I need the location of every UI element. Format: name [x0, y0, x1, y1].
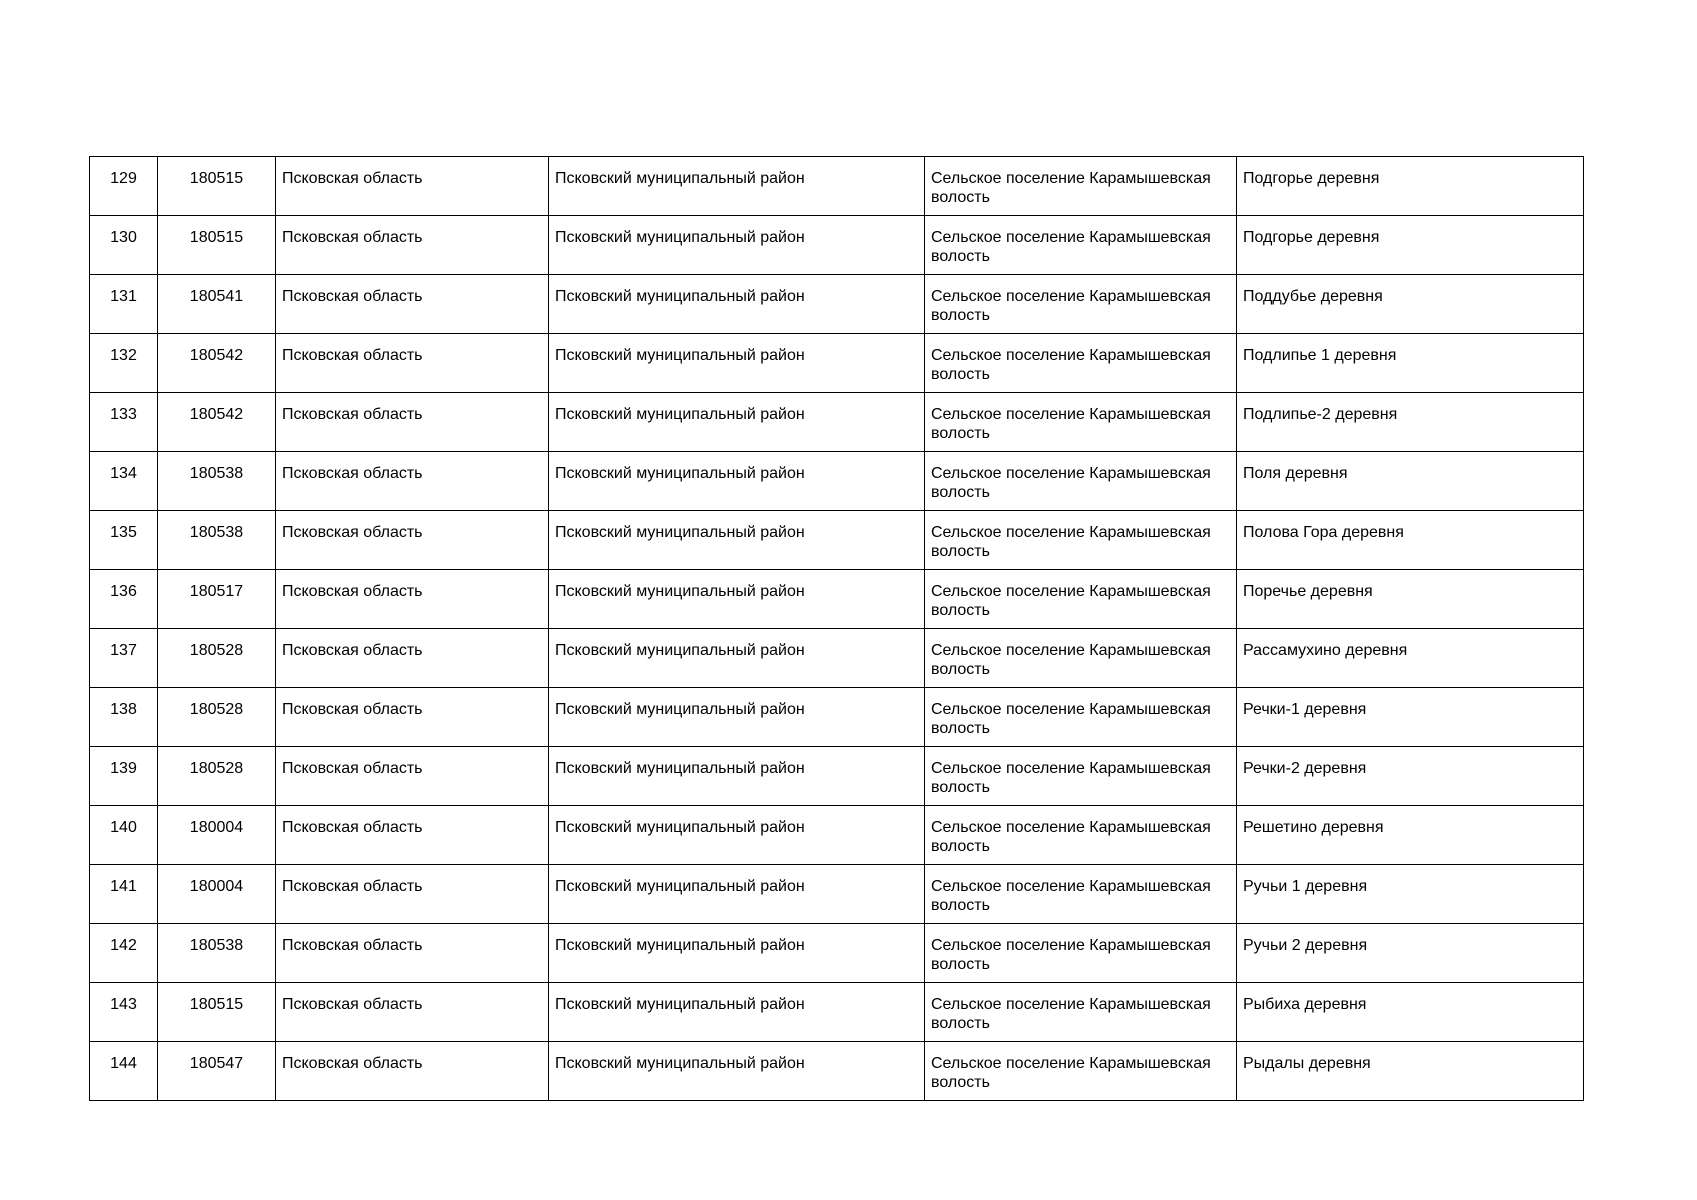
locality-cell: Рыдалы деревня — [1237, 1042, 1584, 1101]
table-row — [90, 806, 1584, 865]
postal-code-cell: 180528 — [158, 629, 276, 688]
row-number-cell: 137 — [90, 629, 158, 688]
locality-cell: Полова Гора деревня — [1237, 511, 1584, 570]
table-row — [90, 511, 1584, 570]
region-cell: Псковская область — [276, 511, 549, 570]
district-cell: Псковский муниципальный район — [549, 747, 925, 806]
postal-code-cell: 180547 — [158, 1042, 276, 1101]
settlement-cell: Сельское поселение Карамышевская волость — [925, 747, 1237, 806]
table-row — [90, 570, 1584, 629]
settlement-cell: Сельское поселение Карамышевская волость — [925, 511, 1237, 570]
region-cell: Псковская область — [276, 570, 549, 629]
settlement-cell: Сельское поселение Карамышевская волость — [925, 393, 1237, 452]
settlement-cell: Сельское поселение Карамышевская волость — [925, 924, 1237, 983]
settlement-cell: Сельское поселение Карамышевская волость — [925, 1042, 1237, 1101]
region-cell: Псковская область — [276, 275, 549, 334]
table-row — [90, 983, 1584, 1042]
locality-cell: Решетино деревня — [1237, 806, 1584, 865]
district-cell: Псковский муниципальный район — [549, 157, 925, 216]
postal-code-cell: 180515 — [158, 157, 276, 216]
region-cell: Псковская область — [276, 216, 549, 275]
postal-code-cell: 180004 — [158, 806, 276, 865]
district-cell: Псковский муниципальный район — [549, 275, 925, 334]
district-cell: Псковский муниципальный район — [549, 570, 925, 629]
district-cell: Псковский муниципальный район — [549, 334, 925, 393]
region-cell: Псковская область — [276, 983, 549, 1042]
table-row — [90, 1042, 1584, 1101]
row-number-cell: 139 — [90, 747, 158, 806]
row-number-cell: 133 — [90, 393, 158, 452]
postal-code-cell: 180542 — [158, 334, 276, 393]
row-number-cell: 136 — [90, 570, 158, 629]
row-number-cell: 129 — [90, 157, 158, 216]
table-body — [90, 157, 1584, 1101]
locality-cell: Подгорье деревня — [1237, 216, 1584, 275]
postal-code-cell: 180538 — [158, 924, 276, 983]
district-cell: Псковский муниципальный район — [549, 924, 925, 983]
settlement-cell: Сельское поселение Карамышевская волость — [925, 806, 1237, 865]
locality-cell: Поддубье деревня — [1237, 275, 1584, 334]
district-cell: Псковский муниципальный район — [549, 688, 925, 747]
table-row — [90, 334, 1584, 393]
locality-cell: Подлипье 1 деревня — [1237, 334, 1584, 393]
locality-cell: Поля деревня — [1237, 452, 1584, 511]
postal-code-cell: 180542 — [158, 393, 276, 452]
locality-cell: Рыбиха деревня — [1237, 983, 1584, 1042]
settlement-cell: Сельское поселение Карамышевская волость — [925, 570, 1237, 629]
row-number-cell: 142 — [90, 924, 158, 983]
region-cell: Псковская область — [276, 747, 549, 806]
table-row — [90, 157, 1584, 216]
postal-code-cell: 180528 — [158, 747, 276, 806]
postal-code-cell: 180515 — [158, 983, 276, 1042]
postal-code-cell: 180538 — [158, 452, 276, 511]
region-cell: Псковская область — [276, 629, 549, 688]
region-cell: Псковская область — [276, 334, 549, 393]
row-number-cell: 140 — [90, 806, 158, 865]
settlement-cell: Сельское поселение Карамышевская волость — [925, 865, 1237, 924]
locality-cell: Ручьи 1 деревня — [1237, 865, 1584, 924]
district-cell: Псковский муниципальный район — [549, 865, 925, 924]
table-row — [90, 688, 1584, 747]
region-cell: Псковская область — [276, 865, 549, 924]
settlement-cell: Сельское поселение Карамышевская волость — [925, 452, 1237, 511]
table-row — [90, 865, 1584, 924]
table-row — [90, 275, 1584, 334]
postal-code-cell: 180515 — [158, 216, 276, 275]
row-number-cell: 135 — [90, 511, 158, 570]
region-cell: Псковская область — [276, 157, 549, 216]
region-cell: Псковская область — [276, 393, 549, 452]
table-row — [90, 393, 1584, 452]
settlement-cell: Сельское поселение Карамышевская волость — [925, 216, 1237, 275]
table-row — [90, 452, 1584, 511]
row-number-cell: 132 — [90, 334, 158, 393]
row-number-cell: 144 — [90, 1042, 158, 1101]
postal-code-cell: 180517 — [158, 570, 276, 629]
row-number-cell: 138 — [90, 688, 158, 747]
region-cell: Псковская область — [276, 688, 549, 747]
row-number-cell: 131 — [90, 275, 158, 334]
district-cell: Псковский муниципальный район — [549, 983, 925, 1042]
locality-cell: Речки-2 деревня — [1237, 747, 1584, 806]
locality-cell: Речки-1 деревня — [1237, 688, 1584, 747]
settlement-cell: Сельское поселение Карамышевская волость — [925, 157, 1237, 216]
postal-code-cell: 180528 — [158, 688, 276, 747]
postal-code-cell: 180538 — [158, 511, 276, 570]
postal-code-cell: 180541 — [158, 275, 276, 334]
locality-cell: Поречье деревня — [1237, 570, 1584, 629]
district-cell: Псковский муниципальный район — [549, 452, 925, 511]
row-number-cell: 130 — [90, 216, 158, 275]
settlement-cell: Сельское поселение Карамышевская волость — [925, 334, 1237, 393]
district-cell: Псковский муниципальный район — [549, 1042, 925, 1101]
row-number-cell: 143 — [90, 983, 158, 1042]
locality-cell: Подгорье деревня — [1237, 157, 1584, 216]
table-row — [90, 216, 1584, 275]
region-cell: Псковская область — [276, 1042, 549, 1101]
settlement-cell: Сельское поселение Карамышевская волость — [925, 983, 1237, 1042]
district-cell: Псковский муниципальный район — [549, 393, 925, 452]
locality-cell: Подлипье-2 деревня — [1237, 393, 1584, 452]
settlement-cell: Сельское поселение Карамышевская волость — [925, 275, 1237, 334]
settlement-cell: Сельское поселение Карамышевская волость — [925, 629, 1237, 688]
table-row — [90, 629, 1584, 688]
table-row — [90, 924, 1584, 983]
postal-code-cell: 180004 — [158, 865, 276, 924]
district-cell: Псковский муниципальный район — [549, 511, 925, 570]
district-cell: Псковский муниципальный район — [549, 216, 925, 275]
locality-cell: Ручьи 2 деревня — [1237, 924, 1584, 983]
district-cell: Псковский муниципальный район — [549, 629, 925, 688]
region-cell: Псковская область — [276, 924, 549, 983]
row-number-cell: 134 — [90, 452, 158, 511]
region-cell: Псковская область — [276, 806, 549, 865]
locality-cell: Рассамухино деревня — [1237, 629, 1584, 688]
row-number-cell: 141 — [90, 865, 158, 924]
table-row — [90, 747, 1584, 806]
region-cell: Псковская область — [276, 452, 549, 511]
district-cell: Псковский муниципальный район — [549, 806, 925, 865]
settlement-cell: Сельское поселение Карамышевская волость — [925, 688, 1237, 747]
locality-table — [89, 156, 1584, 1101]
